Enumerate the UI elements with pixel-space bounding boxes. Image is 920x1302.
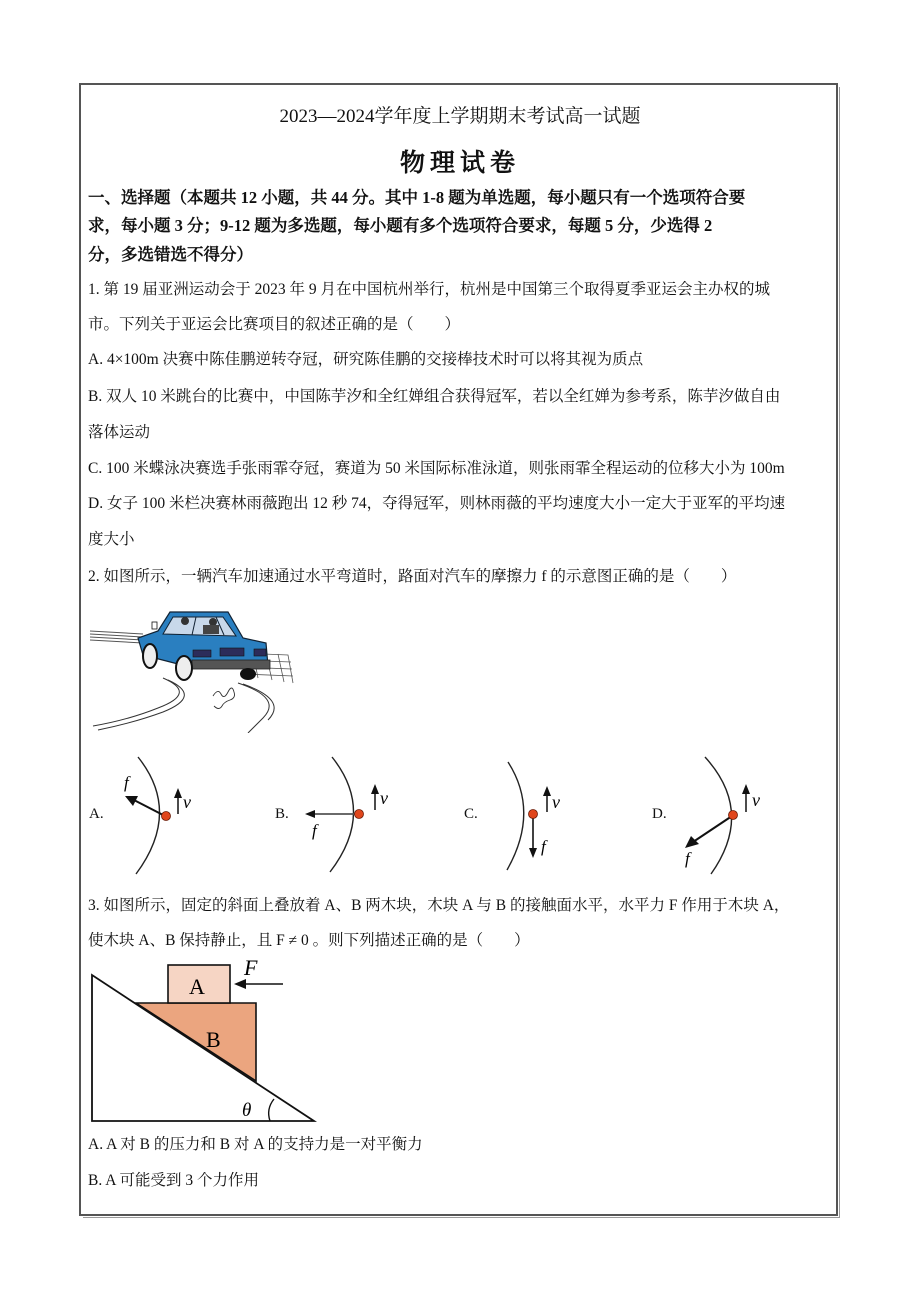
q1-option-b: B. 双人 10 米跳台的比赛中，中国陈芋汐和全红婵组合获得冠军，若以全红婵为参考系，陈芋汐做自由 xyxy=(88,388,781,405)
q3-option-a: A. A 对 B 的压力和 B 对 A 的支持力是一对平衡力 xyxy=(88,1136,423,1153)
q2-option-d-label: D. xyxy=(652,806,667,822)
svg-text:v: v xyxy=(183,792,191,812)
svg-text:v: v xyxy=(380,788,388,808)
section-instructions-line-2: 求，每小题 3 分；9-12 题为多选题，每小题有多个选项符合要求，每题 5 分，少选得 2 xyxy=(88,216,713,235)
q1-option-a: A. 4×100m 决赛中陈佳鹏逆转夺冠，研究陈佳鹏的交接棒技术时可以将其视为质点 xyxy=(88,351,644,368)
svg-text:v: v xyxy=(752,790,760,810)
q1-option-d: D. 女子 100 米栏决赛林雨薇跑出 12 秒 74，夺得冠军，则林雨薇的平均速度大小一定大于亚军的平均速 xyxy=(88,495,786,512)
q3-stem-line-1: 3. 如图所示，固定的斜面上叠放着 A、B 两木块，木块 A 与 B 的接触面水平，水平力 F 作用于木块 A， xyxy=(88,897,790,914)
svg-text:F: F xyxy=(244,955,258,980)
q3-incline-diagram xyxy=(88,955,328,1125)
q2-diagram-a xyxy=(110,752,200,877)
q1-option-b-cont: 落体运动 xyxy=(88,424,151,441)
q2-diagram-c xyxy=(495,752,575,877)
q3-option-b: B. A 可能受到 3 个力作用 xyxy=(88,1172,259,1189)
q2-option-c-label: C. xyxy=(464,806,478,822)
svg-text:f: f xyxy=(685,849,690,868)
q1-option-c: C. 100 米蝶泳决赛选手张雨霏夺冠，赛道为 50 米国际标准泳道，则张雨霏全程运动的位移大小为 100m xyxy=(88,460,785,477)
exam-subtitle: 物理试卷 xyxy=(399,150,520,177)
q2-option-a-label: A. xyxy=(89,806,104,822)
svg-text:θ: θ xyxy=(242,1100,252,1121)
section-instructions-line-3: 分，多选错选不得分） xyxy=(88,245,253,264)
section-instructions-line-1: 一、选择题（本题共 12 小题，共 44 分。其中 1-8 题为单选题，每小题只有一个选项符合要 xyxy=(88,188,746,207)
svg-text:f: f xyxy=(312,821,317,840)
svg-text:v: v xyxy=(552,792,560,812)
q2-option-b-label: B. xyxy=(275,806,289,822)
q2-diagram-b xyxy=(300,752,400,877)
svg-text:B: B xyxy=(206,1027,221,1052)
q2-stem: 2. 如图所示，一辆汽车加速通过水平弯道时，路面对汽车的摩擦力 f 的示意图正确的是（ ） xyxy=(88,568,737,585)
exam-title: 2023—2024学年度上学期期末考试高一试题 xyxy=(279,106,641,127)
q3-stem-line-2: 使木块 A、B 保持静止，且 F ≠ 0 。则下列描述正确的是（ ） xyxy=(88,932,530,949)
svg-text:f: f xyxy=(541,837,546,856)
q2-diagram-d xyxy=(675,752,785,877)
car-illustration xyxy=(88,598,303,733)
q1-stem-line-2: 市。下列关于亚运会比赛项目的叙述正确的是（ ） xyxy=(88,316,461,333)
q1-option-d-cont: 度大小 xyxy=(88,531,135,548)
svg-text:A: A xyxy=(189,974,205,999)
q1-stem-line-1: 1. 第 19 届亚洲运动会于 2023 年 9 月在中国杭州举行，杭州是中国第三个取得夏季亚运会主办权的城 xyxy=(88,281,771,298)
svg-text:f: f xyxy=(124,773,129,792)
